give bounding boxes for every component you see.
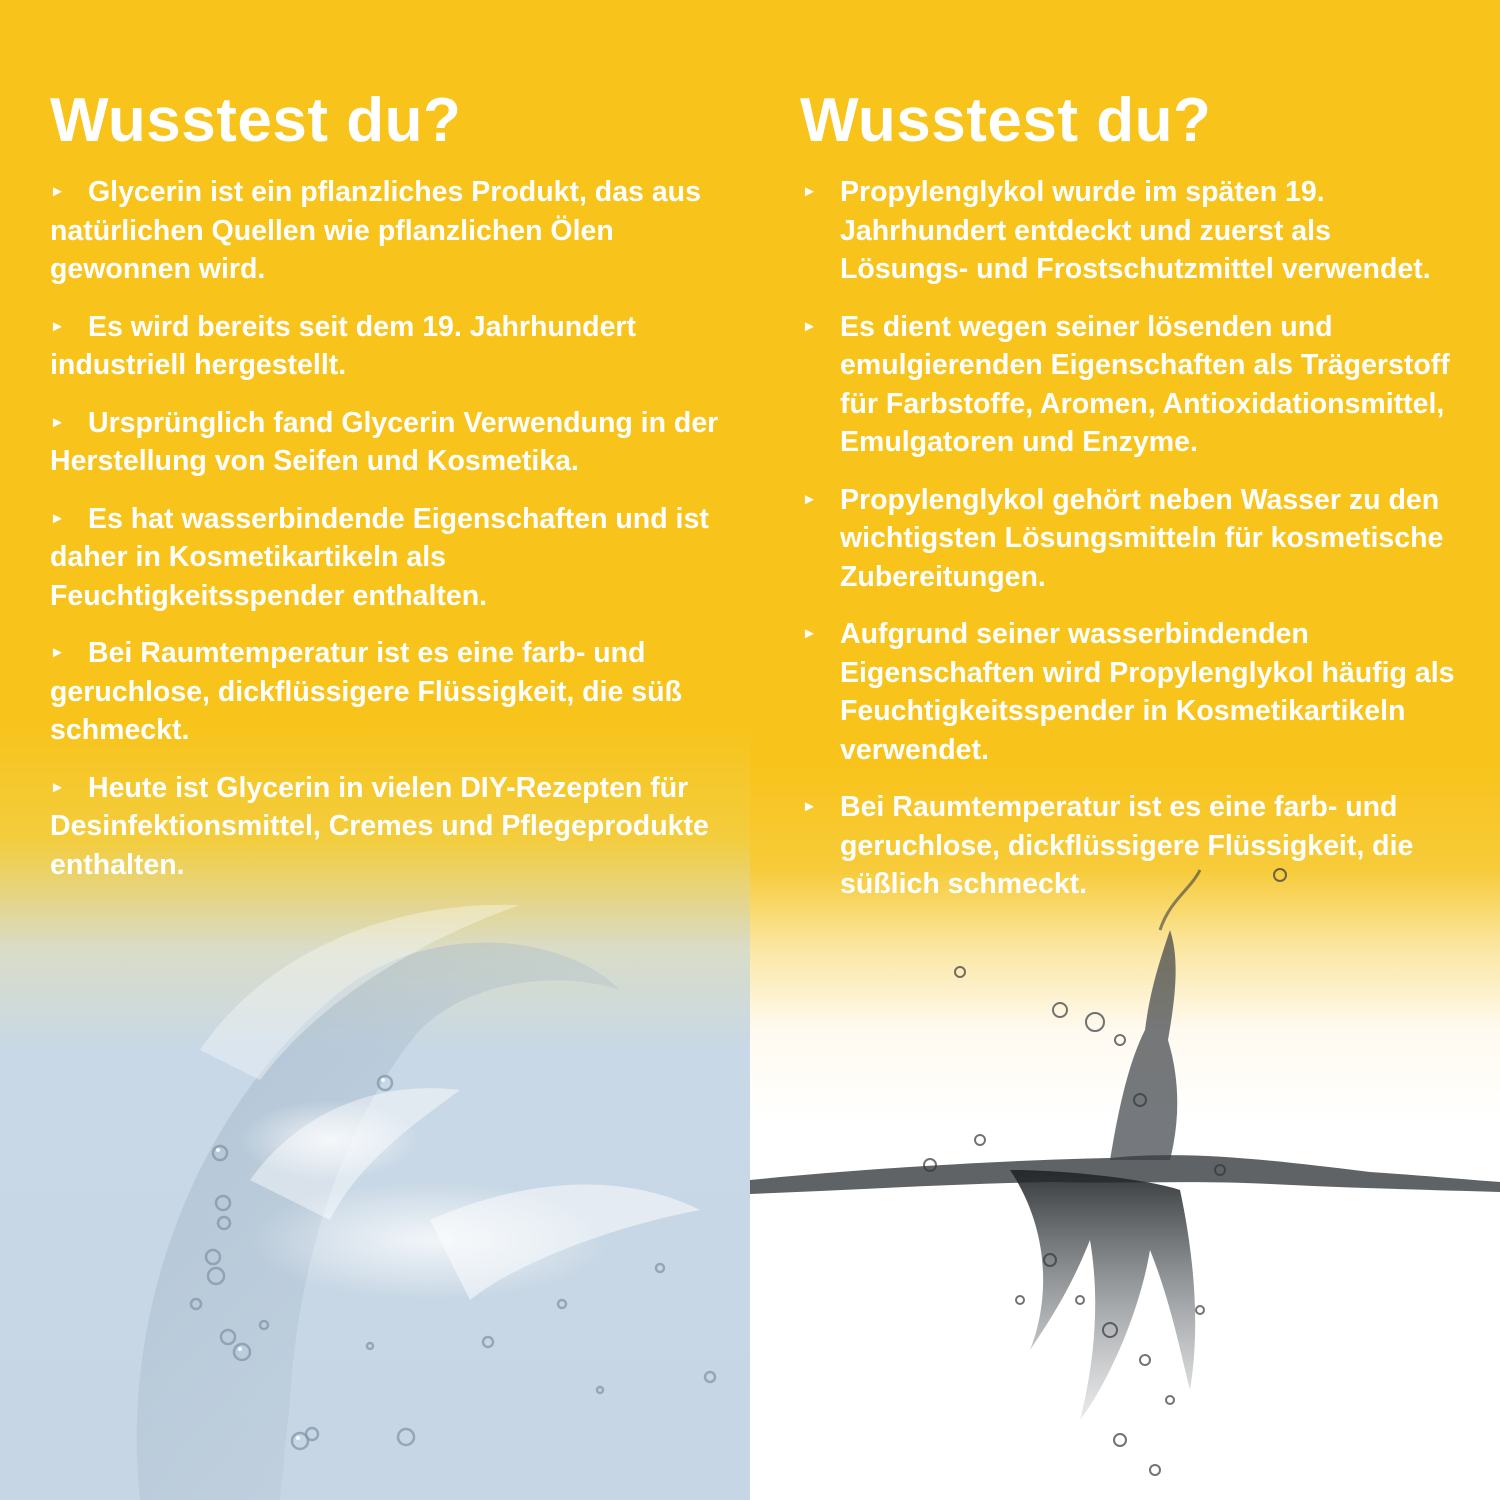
fact-text: Es wird bereits seit dem 19. Jahrhundert industriell hergestellt.: [50, 310, 637, 381]
list-item: [50, 769, 720, 885]
play-triangle-icon: ►: [802, 490, 817, 508]
left-heading: Wusstest du?: [50, 86, 462, 155]
play-triangle-icon: ►: [802, 798, 817, 815]
list-item: [802, 481, 1462, 597]
fact-text: Heute ist Glycerin in vielen DIY-Rezepten für Desinfektionsmittel, Cremes und Pflegeprodukte enthalten.: [50, 771, 709, 881]
fact-text: Es dient wegen seiner lösenden und emulgierenden Eigenschaften als Trägerstoff für Farbstoffe, Aromen, Antioxidationsmittel, Emulgatoren und Enzyme.: [840, 310, 1450, 458]
list-item: [50, 173, 720, 289]
fact-text: Es hat wasserbindende Eigenschaften und ist daher in Kosmetikartikeln als Feuchtigkeitsspender enthalten.: [50, 502, 709, 612]
play-triangle-icon: ►: [50, 317, 65, 335]
fact-text: Glycerin ist ein pflanzliches Produkt, das aus natürlichen Quellen wie pflanzlichen Ölen gewonnen wird.: [50, 176, 701, 285]
play-triangle-icon: ►: [802, 183, 817, 200]
list-item: [50, 634, 720, 750]
right-heading: Wusstest du?: [800, 86, 1212, 155]
play-triangle-icon: ►: [50, 509, 65, 527]
list-item: [802, 173, 1462, 289]
play-triangle-icon: ►: [50, 183, 65, 200]
fact-text: Bei Raumtemperatur ist es eine farb- und geruchlose, dickflüssigere Flüssigkeit, die süßlich schmeckt.: [840, 791, 1414, 900]
fact-text: Ursprünglich fand Glycerin Verwendung in der Herstellung von Seifen und Kosmetika.: [50, 406, 719, 477]
glycerin-facts-list: [50, 173, 720, 903]
play-triangle-icon: ►: [50, 778, 65, 796]
right-panel-propylenglykol: [750, 0, 1500, 1500]
list-item: [50, 308, 720, 385]
list-item: [802, 788, 1462, 904]
fact-text: Aufgrund seiner wasserbindenden Eigenschaften wird Propylenglykol häufig als Feuchtigkeitsspender in Kosmetikartikeln verwendet.: [840, 618, 1455, 766]
list-item: [50, 404, 720, 481]
fact-text: Bei Raumtemperatur ist es eine farb- und geruchlose, dickflüssigere Flüssigkeit, die süß schmeckt.: [50, 637, 682, 746]
play-triangle-icon: ►: [802, 317, 817, 335]
list-item: [802, 615, 1462, 769]
propylenglykol-facts-list: [802, 173, 1462, 923]
list-item: [50, 500, 720, 616]
fact-text: Propylenglykol gehört neben Wasser zu den wichtigsten Lösungsmitteln für kosmetische Zubereitungen.: [840, 483, 1444, 593]
play-triangle-icon: ►: [50, 644, 65, 661]
list-item: [802, 308, 1462, 462]
play-triangle-icon: ►: [802, 625, 817, 642]
play-triangle-icon: ►: [50, 413, 65, 431]
fact-text: Propylenglykol wurde im späten 19. Jahrhundert entdeckt und zuerst als Lösungs- und Frostschutzmittel verwendet.: [840, 176, 1431, 285]
